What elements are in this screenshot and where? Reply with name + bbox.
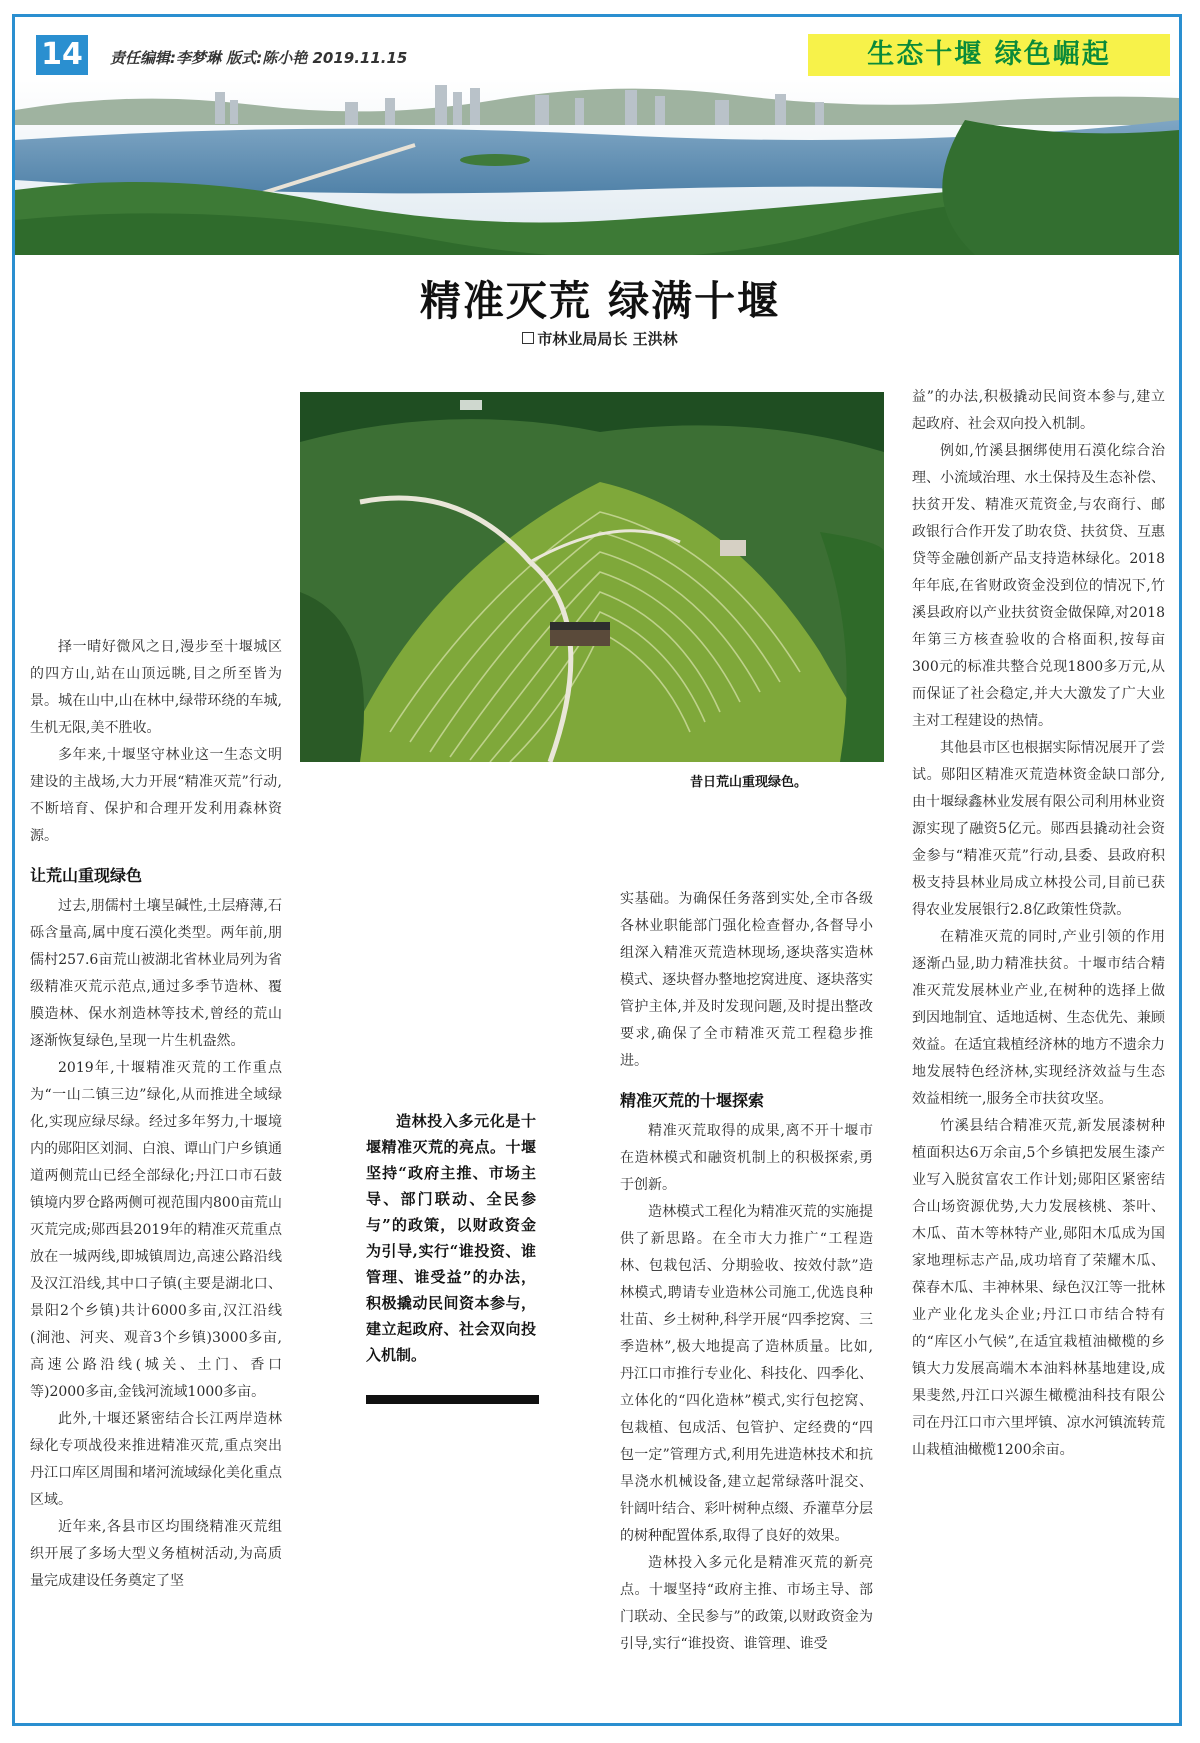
paragraph: 精准灭荒取得的成果,离不开十堰市在造林模式和融资机制上的积极探索,勇于创新。 [620,1123,873,1193]
column-2 [620,886,873,1658]
city-panorama-banner [15,80,1179,255]
paragraph: 此外,十堰还紧密结合长江两岸造林绿化专项战役来推进精准灭荒,重点突出丹江口库区周围和堵河流域绿化美化重点区域。 [30,1411,282,1508]
paragraph: 过去,朋儒村土壤呈碱性,土层瘠薄,石砾含量高,属中度石漠化类型。两年前,朋儒村257.6亩荒山被湖北省林业局列为省级精准灭荒示范点,通过多季节造林、覆膜造林、保水剂造林等技术,曾经的荒山逐渐恢复绿色,呈现一片生机盎然。 [30,898,282,1049]
pull-quote-bar [366,1395,539,1404]
byline-square-icon [522,332,534,344]
terraced-hill-photo [300,392,884,762]
column-1 [30,634,282,1595]
paragraph: 益”的办法,积极撬动民间资本参与,建立起政府、社会双向投入机制。 [912,389,1165,432]
article-title: 精准灭荒 绿满十堰 [419,277,781,325]
author-name: 市林业局局长 王洪林 [537,330,678,348]
paragraph: 2019年,十堰精准灭荒的工作重点为“一山二镇三边”绿化,从而推进全域绿化,实现应绿尽绿。经过多年努力,十堰境内的郧阳区刘洞、白浪、谭山门户乡镇通道两侧荒山已经全部绿化;丹江口市石鼓镇境内罗仓路两侧可视范围内800亩荒山灭荒完成;郧西县2019年的精准灭荒重点放在一城两线,即城镇周边,高速公路沿线及汉江沿线,其中口子镇(主要是湖北口、景阳2个乡镇)共计6000多亩,汉江沿线(涧池、河夹、观音3个乡镇)3000多亩,高速公路沿线(城关、土门、香口等)2000多亩,金钱河流域1000多亩。 [30,1060,282,1400]
paragraph: 多年来,十堰坚守林业这一生态文明建设的主战场,大力开展“精准灭荒”行动,不断培育、保护和合理开发利用森林资源。 [30,747,282,844]
section-heading: 精准灭荒的十堰探索 [620,1091,765,1110]
paragraph: 竹溪县结合精准灭荒,新发展漆树种植面积达6万余亩,5个乡镇把发展生漆产业写入脱贫富农工作计划;郧阳区紧密结合山场资源优势,大力发展核桃、茶叶、木瓜、苗木等林特产业,郧阳木瓜成为国家地理标志产品,成功培育了荣耀木瓜、葆春木瓜、丰神林果、绿色汉江等一批林业产业化龙头企业;丹江口市结合特有的“库区小气候”,在适宜栽植油橄榄的乡镇大力发展高端木本油料林基地建设,成果斐然,丹江口兴源生橄榄油科技有限公司在丹江口市六里坪镇、凉水河镇流转荒山栽植油橄榄1200余亩。 [912,1118,1165,1458]
paragraph: 造林投入多元化是精准灭荒的新亮点。十堰坚持“政府主推、市场主导、部门联动、全民参与”的政策,以财政资金为引导,实行“谁投资、谁管理、谁受 [620,1555,873,1652]
panorama-illustration [15,80,1179,255]
editor-line: 责任编辑:李梦琳 版式:陈小艳 2019.11.15 [110,49,408,67]
tea-terrace-illustration [300,392,884,762]
author-byline [0,328,1200,349]
paragraph: 近年来,各县市区均围绕精准灭荒组织开展了多场大型义务植树活动,为高质量完成建设任务奠定了坚 [30,1519,282,1589]
pull-quote-text: 造林投入多元化是十堰精准灭荒的亮点。十堰坚持“政府主推、市场主导、部门联动、全民参与”的政策，以财政资金为引导,实行“谁投资、谁管理、谁受益”的办法，积极撬动民间资本参与，建立起政府、社会双向投入机制。 [366,1112,536,1364]
section-slogan: 生态十堰 绿色崛起 [808,34,1170,76]
paragraph: 其他县市区也根据实际情况展开了尝试。郧阳区精准灭荒造林资金缺口部分,由十堰绿鑫林业发展有限公司利用林业资源实现了融资5亿元。郧西县撬动社会资金参与“精准灭荒”行动,县委、县政府积极支持县林业局成立林投公司,目前已获得农业发展银行2.8亿政策性贷款。 [912,740,1165,918]
column-3 [912,384,1165,1464]
pull-quote [366,1108,536,1368]
photo-caption: 昔日荒山重现绿色。 [690,775,808,790]
section-heading: 让荒山重现绿色 [30,866,143,885]
paragraph: 例如,竹溪县捆绑使用石漠化综合治理、小流域治理、水土保持及生态补偿、扶贫开发、精准灭荒资金,与农商行、邮政银行合作开发了助农贷、扶贫贷、互惠贷等金融创新产品支持造林绿化。2018年年底,在省财政资金没到位的情况下,竹溪县政府以产业扶贫资金做保障,对2018年第三方核查验收的合格面积,按每亩300元的标准共整合兑现1800多万元,从而保证了社会稳定,并大大激发了广大业主对工程建设的热情。 [912,443,1165,729]
page-number: 14 [36,35,88,75]
paragraph: 实基础。为确保任务落到实处,全市各级各林业职能部门强化检查督办,各督导小组深入精准灭荒造林现场,逐块落实造林模式、逐块督办整地挖窝进度、逐块落实管护主体,并及时发现问题,及时提出整改要求,确保了全市精准灭荒工程稳步推进。 [620,891,873,1069]
paragraph: 造林模式工程化为精准灭荒的实施提供了新思路。在全市大力推广“工程造林、包栽包活、分期验收、按效付款”造林模式,聘请专业造林公司施工,优选良种壮苗、乡土树种,科学开展“四季挖窝、三季造林”,极大地提高了造林质量。比如,丹江口市推行专业化、科技化、四季化、立体化的“四化造林”模式,实行包挖窝、包栽植、包成活、包管护、定经费的“四包一定”管理方式,利用先进造林技术和抗旱浇水机械设备,建立起常绿落叶混交、针阔叶结合、彩叶树种点缀、乔灌草分层的树种配置体系,取得了良好的效果。 [620,1204,873,1544]
paragraph: 择一晴好微风之日,漫步至十堰城区的四方山,站在山顶远眺,目之所至皆为景。城在山中,山在林中,绿带环绕的车城,生机无限,美不胜收。 [30,639,282,736]
paragraph: 在精准灭荒的同时,产业引领的作用逐渐凸显,助力精准扶贫。十堰市结合精准灭荒发展林业产业,在树种的选择上做到因地制宜、适地适树、生态优先、兼顾效益。在适宜栽植经济林的地方不遗余力地发展特色经济林,实现经济效益与生态效益相统一,服务全市扶贫攻坚。 [912,929,1165,1107]
